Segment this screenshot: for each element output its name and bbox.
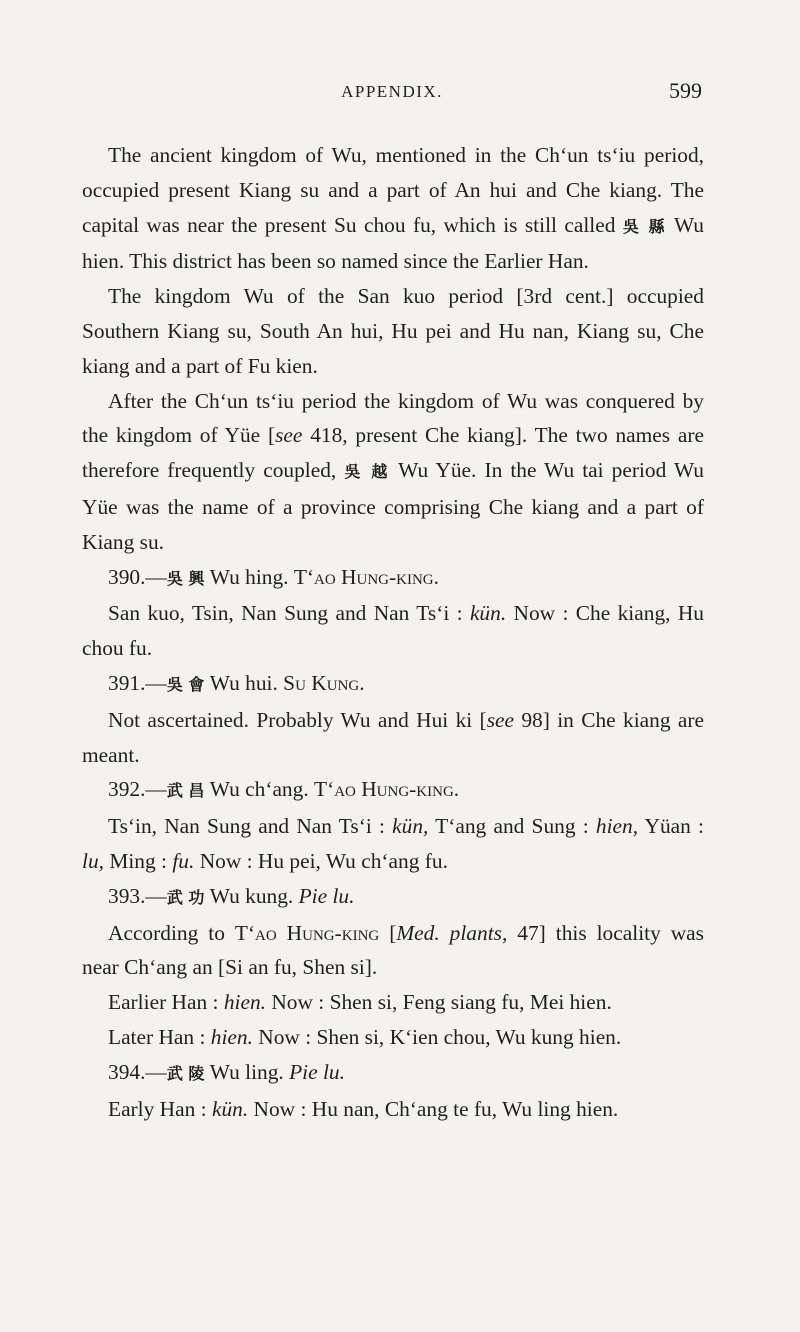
chinese-characters: 武 陵 (166, 1063, 205, 1083)
text-run: 47] this locality was near Ch‘ang an [Si an fu, Shen si]. (82, 920, 704, 980)
text-run: 418, present Che kiang]. The two names are therefore frequently coupled, (82, 423, 704, 483)
entry-394-heading (82, 1055, 704, 1092)
entry-390-description (82, 596, 704, 666)
entry-name: Wu hui. (204, 670, 284, 695)
chinese-characters: 吳 會 (166, 674, 205, 694)
entry-author: T‘ao Hung-king. (314, 777, 460, 802)
text-italic: fu. (172, 848, 195, 873)
entry-393-description-1 (82, 916, 704, 986)
text-run: After the Ch‘un ts‘iu period the kingdom of Wu was conquered by the kingdom of Yüe [ (82, 388, 704, 448)
text-run: [ (379, 920, 397, 945)
entry-source: Pie lu. (289, 1059, 345, 1084)
entry-392-description (82, 809, 704, 879)
text-smallcaps: T‘ao Hung-king (234, 920, 380, 945)
text-italic: kün. (211, 1096, 249, 1121)
entry-391-description (82, 703, 704, 773)
header-title: APPENDIX. (341, 82, 443, 101)
text-italic: kün, (392, 814, 429, 839)
entry-number: 394.— (108, 1059, 167, 1084)
entry-name: Wu hing. (204, 564, 294, 589)
text-run: Wu hien. This district has been so named since the Earlier Han. (82, 212, 704, 274)
text-run: Early Han : (108, 1096, 212, 1121)
paragraph-san-kuo: The kingdom Wu of the San kuo period [3rd cent.] occupied Southern Kiang su, South An hui, Hu pei and Hu nan, Kiang su, Che kiang and a part of Fu kien. (82, 284, 704, 378)
text-run: San kuo, Tsin, Nan Sung and Nan Ts‘i : (108, 601, 470, 626)
text-italic: Med. plants, (396, 920, 508, 945)
text-run: Ming : (104, 848, 173, 873)
entry-author: Su Kung. (283, 670, 365, 695)
text-run: Wu Yüe. In the Wu tai period Wu Yüe was the name of a province comprising Che kiang and a part of Kiang su. (82, 458, 704, 554)
running-header (82, 74, 702, 108)
chinese-characters: 吳 縣 (622, 216, 667, 236)
text-run: Now : Shen si, Feng siang fu, Mei hien. (266, 990, 612, 1015)
text-italic: hien. (223, 990, 266, 1015)
body-text (82, 138, 704, 1126)
text-run: Later Han : (108, 1024, 211, 1049)
text-italic: see (275, 423, 303, 448)
paragraph-wu-kingdom (82, 138, 704, 279)
text-run: Not ascertained. Probably Wu and Hui ki [ (108, 707, 487, 732)
text-run: Now : Hu nan, Ch‘ang te fu, Wu ling hien. (248, 1096, 619, 1121)
chinese-characters: 武 昌 (166, 781, 205, 801)
text-run: Earlier Han : (108, 990, 224, 1015)
entry-number: 390.— (108, 564, 167, 589)
entry-author: T‘ao Hung-king. (293, 564, 439, 589)
entry-393-description-3 (82, 1020, 704, 1055)
entry-393-heading (82, 879, 704, 916)
entry-name: Wu ling. (204, 1059, 290, 1084)
text-italic: see (486, 707, 515, 732)
entry-394-description (82, 1092, 704, 1127)
entry-number: 391.— (108, 670, 167, 695)
chinese-characters: 吳 興 (166, 568, 205, 588)
text-run: Now : Shen si, K‘ien chou, Wu kung hien. (252, 1024, 622, 1049)
text-run: According to (108, 920, 235, 945)
entry-393-description-2 (82, 985, 704, 1020)
text-run: Yüan : (638, 814, 704, 839)
entry-name: Wu ch‘ang. (204, 777, 315, 802)
entry-392-heading (82, 772, 704, 809)
text-italic: kün. (469, 601, 507, 626)
entry-390-heading (82, 560, 704, 597)
text-italic: hien. (210, 1024, 253, 1049)
text-italic: hien, (595, 814, 639, 839)
chinese-characters: 吳 越 (344, 462, 391, 482)
entry-name: Wu kung. (204, 883, 299, 908)
entry-source: Pie lu. (298, 883, 355, 908)
entry-391-heading (82, 666, 704, 703)
chinese-characters: 武 功 (166, 887, 205, 907)
text-run: The ancient kingdom of Wu, mentioned in the Ch‘un ts‘iu period, occupied present Kiang su and a part of An hui and Che kiang. The capital was near the present Su chou fu, which is still called (82, 143, 704, 237)
text-run: 98] in Che kiang are meant. (82, 707, 704, 767)
page-number: 599 (669, 78, 702, 103)
paragraph-wu-yue (82, 384, 704, 560)
text-run: Now : Che kiang, Hu chou fu. (82, 601, 704, 661)
text-run: T‘ang and Sung : (428, 814, 596, 839)
text-run: Now : Hu pei, Wu ch‘ang fu. (194, 848, 448, 873)
entry-number: 392.— (108, 777, 167, 802)
text-italic: lu, (82, 848, 104, 873)
text-run: Ts‘in, Nan Sung and Nan Ts‘i : (108, 814, 393, 839)
entry-number: 393.— (108, 883, 167, 908)
